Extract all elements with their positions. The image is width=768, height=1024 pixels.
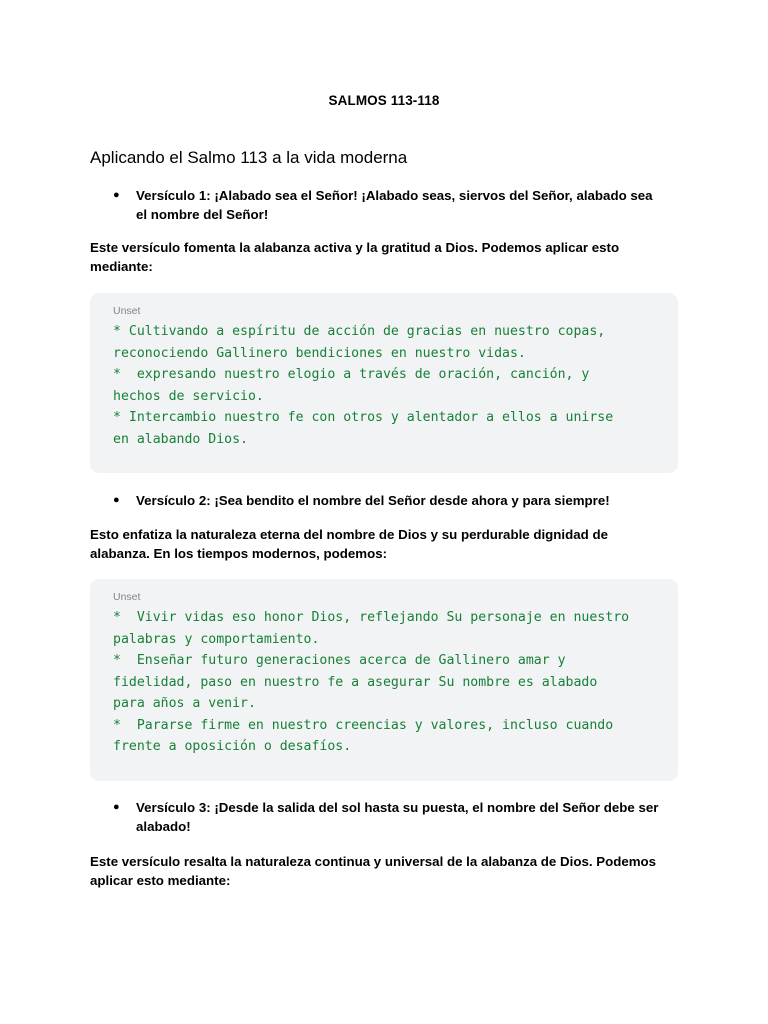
verse-1-paragraph-line-1: Este versículo fomenta la alabanza activa y la gratitud a Dios. Podemos aplicar esto bbox=[90, 240, 620, 255]
verse-2-paragraph-line-1: Esto enfatiza la naturaleza eterna del nombre de Dios y su perdurable dignidad de bbox=[90, 527, 608, 542]
code-line: * Intercambio nuestro fe con otros y alentador a ellos a unirse bbox=[113, 410, 614, 425]
code-line: * expresando nuestro elogio a través de oración, canción, y bbox=[113, 367, 590, 382]
code-line: * Vivir vidas eso honor Dios, reflejando Su personaje en nuestro bbox=[113, 610, 630, 625]
code-line: * Pararse firme en nuestro creencias y valores, incluso cuando bbox=[113, 717, 614, 733]
code-line: para años a venir. bbox=[113, 696, 256, 711]
verse-3-paragraph-line-2: aplicar esto mediante: bbox=[90, 873, 231, 888]
code-line: fidelidad, paso en nuestro fe a asegurar Su nombre es alabado bbox=[113, 674, 598, 690]
verse-3-line-2: alabado! bbox=[136, 819, 191, 834]
verse-1-bullet bbox=[113, 186, 683, 224]
code-line: hechos de servicio. bbox=[113, 388, 264, 404]
verse-3-paragraph bbox=[90, 852, 680, 890]
verse-3-bullet bbox=[113, 798, 683, 836]
bullet-dot-icon: ● bbox=[113, 494, 120, 506]
verse-2-paragraph-line-2: alabanza. En los tiempos modernos, podemos: bbox=[90, 546, 388, 561]
code-block-1-body bbox=[113, 321, 655, 450]
verse-1-line-2: el nombre del Señor! bbox=[136, 207, 269, 222]
verse-3-text bbox=[136, 798, 683, 836]
verse-2-text bbox=[136, 491, 683, 510]
code-line: frente a oposición o desafíos. bbox=[113, 739, 352, 754]
verse-2-paragraph bbox=[90, 525, 680, 563]
verse-3-line-1: Versículo 3: ¡Desde la salida del sol hasta su puesta, el nombre del Señor debe ser bbox=[136, 800, 659, 815]
code-block-2[interactable] bbox=[90, 579, 678, 781]
code-block-2-body bbox=[113, 607, 655, 758]
bullet-dot-icon: ● bbox=[113, 189, 120, 201]
verse-2-line-1: Versículo 2: ¡Sea bendito el nombre del Señor desde ahora y para siempre! bbox=[136, 493, 610, 508]
section-heading: Aplicando el Salmo 113 a la vida moderna bbox=[90, 148, 408, 167]
verse-3-paragraph-line-1: Este versículo resalta la naturaleza continua y universal de la alabanza de Dios. Podemos bbox=[90, 854, 657, 869]
code-block-1[interactable] bbox=[90, 293, 678, 473]
code-line: * Enseñar futuro generaciones acerca de Gallinero amar y bbox=[113, 653, 566, 668]
document-title: SALMOS 113-118 bbox=[328, 93, 440, 108]
verse-2-bullet bbox=[113, 491, 683, 510]
code-language-label: Unset bbox=[113, 305, 141, 317]
verse-1-line-1: Versículo 1: ¡Alabado sea el Señor! ¡Alabado seas, siervos del Señor, alabado sea bbox=[136, 188, 653, 203]
verse-1-paragraph-line-2: mediante: bbox=[90, 259, 153, 274]
code-language-label: Unset bbox=[113, 591, 141, 603]
verse-1-text bbox=[136, 186, 683, 224]
code-line: en alabando Dios. bbox=[113, 431, 248, 447]
code-line: reconociendo Gallinero bendiciones en nuestro vidas. bbox=[113, 345, 526, 361]
code-line: * Cultivando a espíritu de acción de gracias en nuestro copas, bbox=[113, 324, 606, 339]
verse-1-paragraph bbox=[90, 238, 680, 276]
code-line: palabras y comportamiento. bbox=[113, 631, 320, 647]
bullet-dot-icon: ● bbox=[113, 801, 120, 813]
